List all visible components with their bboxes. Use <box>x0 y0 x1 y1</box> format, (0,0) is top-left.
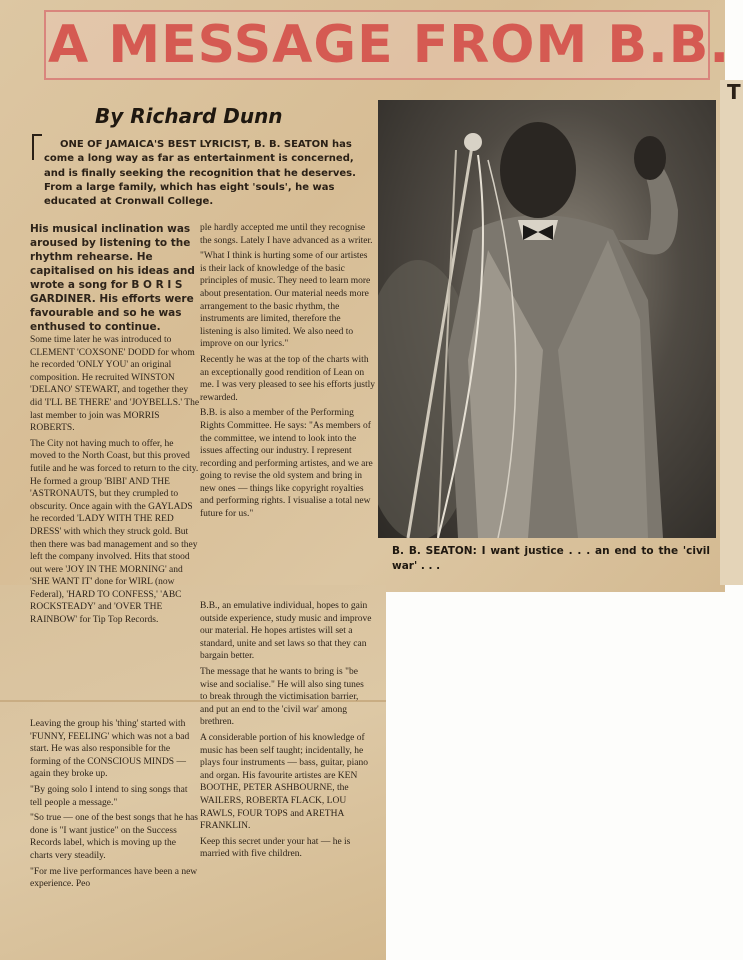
article-paragraph: "So true — one of the best songs that he has done is "I want justice" on the Success Records label, which is moving up the charts very steadily. <box>30 813 198 861</box>
article-paragraph: A considerable portion of his knowledge of music has been self taught; incidentally, he plays four instruments — bass, guitar, piano and organ. His favourite artistes are KEN BOOTHE, PETER ASHBOURNE, the WAILERS, ROBERTA FLACK, LOU RAWLS, FOUR TOPS and ARETHA FRANKLIN. <box>200 732 368 832</box>
article-paragraph: The message that he wants to bring is "be wise and socialise." He will also sing tunes to break through the victimisation barrier, and put an end to the 'civil war' among brethren. <box>200 666 364 728</box>
article-column-3 <box>30 718 200 894</box>
article-paragraph: "What I think is hurting some of our artistes is their lack of knowledge of the basic principles of music. They need to learn more about presentation. Our material needs more arrangement to the basic rhythm, the instruments are limited, therefore the listening is also limited. We also need to improve on our lyrics." <box>200 251 371 350</box>
clipping-edge-strip <box>720 80 743 585</box>
byline: By Richard Dunn <box>95 104 283 128</box>
article-paragraph: Recently he was at the top of the charts with an exceptionally good rendition of Lean on me. I was very pleased to see his efforts justly rewarded. <box>200 354 376 403</box>
article-paragraph: B.B., an emulative individual, hopes to gain outside experience, study music and improve our material. He hopes artistes will set a standard, unite and set laws so that they can bargain better. <box>200 601 372 662</box>
article-column-4 <box>200 600 372 864</box>
article-paragraph: "For me live performances have been a new experience. Peo <box>30 866 198 890</box>
intro-paragraph: ONE OF JAMAICA'S BEST LYRICIST, B. B. SEATON has come a long way as far as entertainment is concerned, and is finally seeking the recognition that he deserves. From a large family, which has eight 'souls', he was educated at Cronwall College. <box>44 139 356 208</box>
edge-letter: T <box>727 80 741 104</box>
article-paragraph: B.B. is also a member of the Performing Rights Committee. He says: "As members of the committee, we intend to look into the issues affecting our industry. I represent recording and performing artistes, and we are going to revise the old system and bring in new ones — things like copyright royalties and performing rights. I visualise a total new future for us." <box>200 408 373 520</box>
article-paragraph: Some time later he was introduced to CLEMENT 'COXSONE' DODD for whom he recorded 'ONLY YOU' an original composition. He recruited WINSTON 'DELANO' STEWART, and together they did 'I'LL BE THERE' and 'JOYBELLS.' The last member to join was MORRIS ROBERTS. <box>30 335 200 434</box>
article-paragraph: The City not having much to offer, he moved to the North Coast, but this proved futile and he was forced to return to the city. He formed a group 'BIBI' AND THE 'ASTRONAUTS, but they crumpled to obscurity. Once again with the GAYLADS he recorded 'LADY WITH THE RED DRESS' with which they struck gold. But then there was bad management and so they left the company involved. Hits that stood out were 'JOY IN THE MORNING' and 'SHE WANT IT' done for WIRL (now Federal), 'HARD TO CONFESS,' 'ABC ROCKSTEADY' and 'OVER THE RAINBOW' for Tip Top Records. <box>30 438 199 626</box>
photo-bb-seaton <box>378 100 716 538</box>
article-column-1 <box>30 222 200 630</box>
article-column-2 <box>200 222 375 524</box>
paragraph-bracket-mark <box>32 134 42 160</box>
photo-caption: B. B. SEATON: I want justice . . . an end to the 'civil war' . . . <box>392 545 710 572</box>
column-lead-paragraph: His musical inclination was aroused by listening to the rhythm rehearse. He capitalised on his ideas and wrote a song for B O R I S GARDINER. His efforts were favourable and so he was enthused to continue. <box>30 223 195 333</box>
article-paragraph: Keep this secret under your hat — he is married with five children. <box>200 836 351 860</box>
article-paragraph: ple hardly accepted me until they recognise the songs. Lately I have advanced as a writer. <box>200 223 373 246</box>
article-paragraph: Leaving the group his 'thing' started with 'FUNNY, FEELING' which was not a bad start. He was also responsible for the forming of the CONSCIOUS MINDS — again they broke up. <box>30 719 190 780</box>
headline: A MESSAGE FROM B.B. <box>48 15 731 75</box>
singer-silhouette-image <box>378 100 716 538</box>
article-paragraph: "By going solo I intend to sing songs that tell people a message." <box>30 784 188 808</box>
